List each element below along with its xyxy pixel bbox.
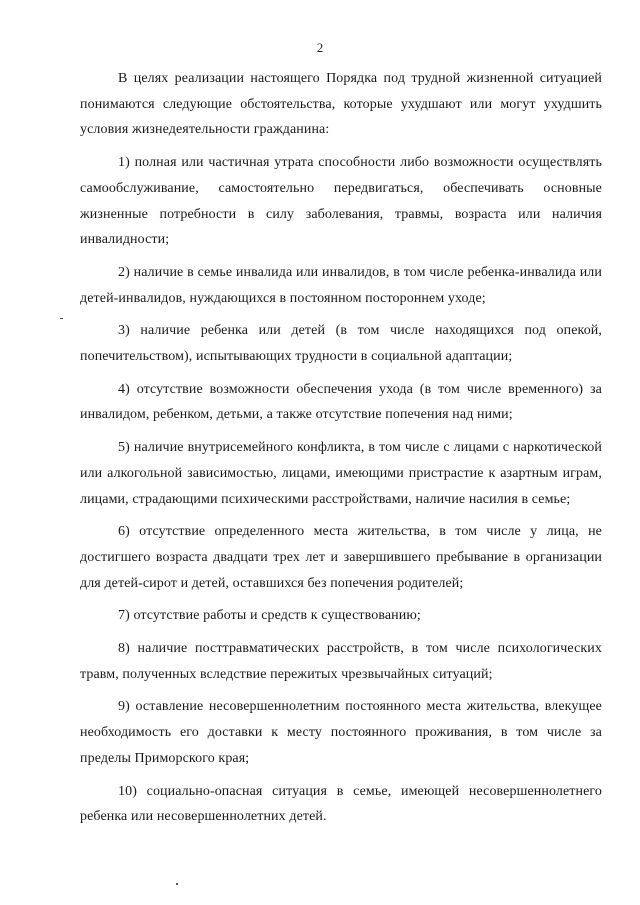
list-item-1: 1) полная или частичная утрата способности либо возможности осуществлять самообслуживание, самостоятельно передвигаться, обеспечивать основные жизненные потребности в силу заболевания, травмы, возраста или наличия инвалидности;	[80, 155, 602, 248]
document-body	[80, 66, 602, 837]
list-item-7: 7) отсутствие работы и средств к существованию;	[118, 608, 421, 624]
list-item-10: 10) социально-опасная ситуация в семье, имеющей несовершеннолетнего ребенка или несовершеннолетних детей.	[80, 783, 602, 825]
list-item-3: 3) наличие ребенка или детей (в том числе находящихся под опекой, попечительством), испытывающих трудности в социальной адаптации;	[80, 323, 602, 365]
page-number: 2	[316, 40, 324, 55]
list-item-9: 9) оставление несовершеннолетним постоянного места жительства, влекущее необходимость его доставки к месту постоянного проживания, в том числе за пределы Приморского края;	[80, 699, 602, 766]
list-item-5: 5) наличие внутрисемейного конфликта, в том числе с лицами с наркотической или алкогольной зависимостью, лицами, имеющими пристрастие к азартным играм, лицами, страдающими психическими расстройствами, наличие насилия в семье;	[80, 440, 602, 507]
scan-speck	[60, 318, 63, 319]
list-item-6: 6) отсутствие определенного места жительства, в том числе у лица, не достигшего возраста двадцати трех лет и завершившего пребывание в организации для детей-сирот и детей, оставшихся без попечения родителей;	[80, 524, 602, 591]
list-item-4: 4) отсутствие возможности обеспечения ухода (в том числе временного) за инвалидом, ребенком, детьми, а также отсутствие попечения над ними;	[80, 381, 602, 423]
intro-paragraph: В целях реализации настоящего Порядка под трудной жизненной ситуацией понимаются следующие обстоятельства, которые ухудшают или могут ухудшить условия жизнедеятельности гражданина:	[80, 71, 602, 138]
scan-speck	[176, 883, 178, 885]
list-item-8: 8) наличие посттравматических расстройств, в том числе психологических травм, полученных вследствие пережитых чрезвычайных ситуаций;	[80, 641, 602, 682]
list-item-2: 2) наличие в семье инвалида или инвалидов, в том числе ребенка-инвалида или детей-инвалидов, нуждающихся в постоянном постороннем уходе;	[80, 264, 602, 306]
